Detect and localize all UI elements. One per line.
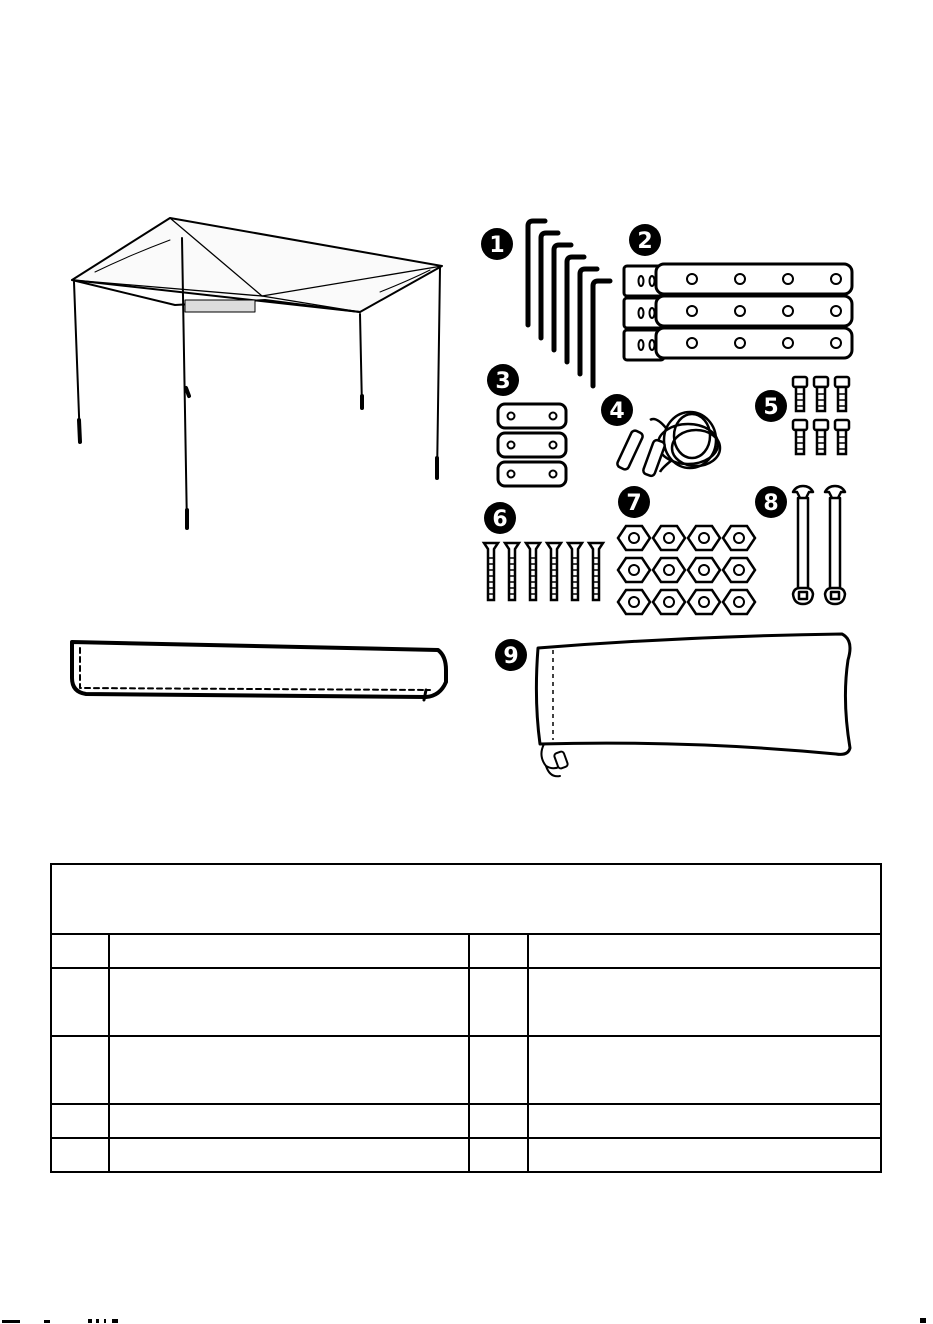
table-cell — [469, 1138, 528, 1172]
part-1-allen-keys — [481, 221, 610, 386]
part-3-connecting-plates — [487, 364, 566, 486]
table-row — [51, 1104, 881, 1138]
svg-text:1: 1 — [489, 233, 505, 258]
svg-text:6: 6 — [492, 507, 508, 532]
table-cell — [51, 934, 109, 968]
footer-scan-marks — [0, 1316, 933, 1324]
parts-table — [50, 863, 882, 1173]
table-cell — [469, 1104, 528, 1138]
part-5-short-bolts — [755, 377, 849, 454]
part-2-angle-brackets — [624, 224, 852, 360]
svg-text:8: 8 — [763, 491, 779, 516]
gazebo-illustration — [72, 218, 442, 528]
table-cell — [109, 1104, 469, 1138]
table-cell — [469, 1036, 528, 1104]
part-7-hex-nuts — [618, 486, 755, 614]
table-row — [51, 968, 881, 1036]
table-cell — [109, 1138, 469, 1172]
svg-text:2: 2 — [637, 229, 653, 254]
table-cell — [528, 1036, 881, 1104]
table-cell — [528, 1104, 881, 1138]
part-8-spanners — [755, 486, 845, 604]
table-row — [51, 1138, 881, 1172]
table-cell — [51, 1036, 109, 1104]
table-cell — [528, 968, 881, 1036]
table-cell — [528, 1138, 881, 1172]
svg-text:9: 9 — [503, 644, 519, 669]
table-cell — [109, 1036, 469, 1104]
table-cell — [109, 934, 469, 968]
table-cell — [51, 968, 109, 1036]
svg-text:5: 5 — [763, 395, 779, 420]
table-row — [51, 1036, 881, 1104]
table-cell — [51, 1104, 109, 1138]
part-6-long-bolts — [484, 502, 603, 600]
svg-text:3: 3 — [495, 369, 511, 394]
table-cell — [109, 968, 469, 1036]
table-cell — [469, 934, 528, 968]
table-cell — [469, 968, 528, 1036]
table-cell — [528, 934, 881, 968]
folded-canopy-illustration — [72, 642, 446, 700]
table-row — [51, 934, 881, 968]
svg-text:7: 7 — [626, 491, 642, 516]
svg-text:4: 4 — [609, 399, 625, 424]
table-title-cell — [51, 864, 881, 934]
table-cell — [51, 1138, 109, 1172]
part-4-guy-ropes — [601, 394, 720, 477]
table-title-row — [51, 864, 881, 934]
part-9-storage-bag — [495, 634, 850, 776]
